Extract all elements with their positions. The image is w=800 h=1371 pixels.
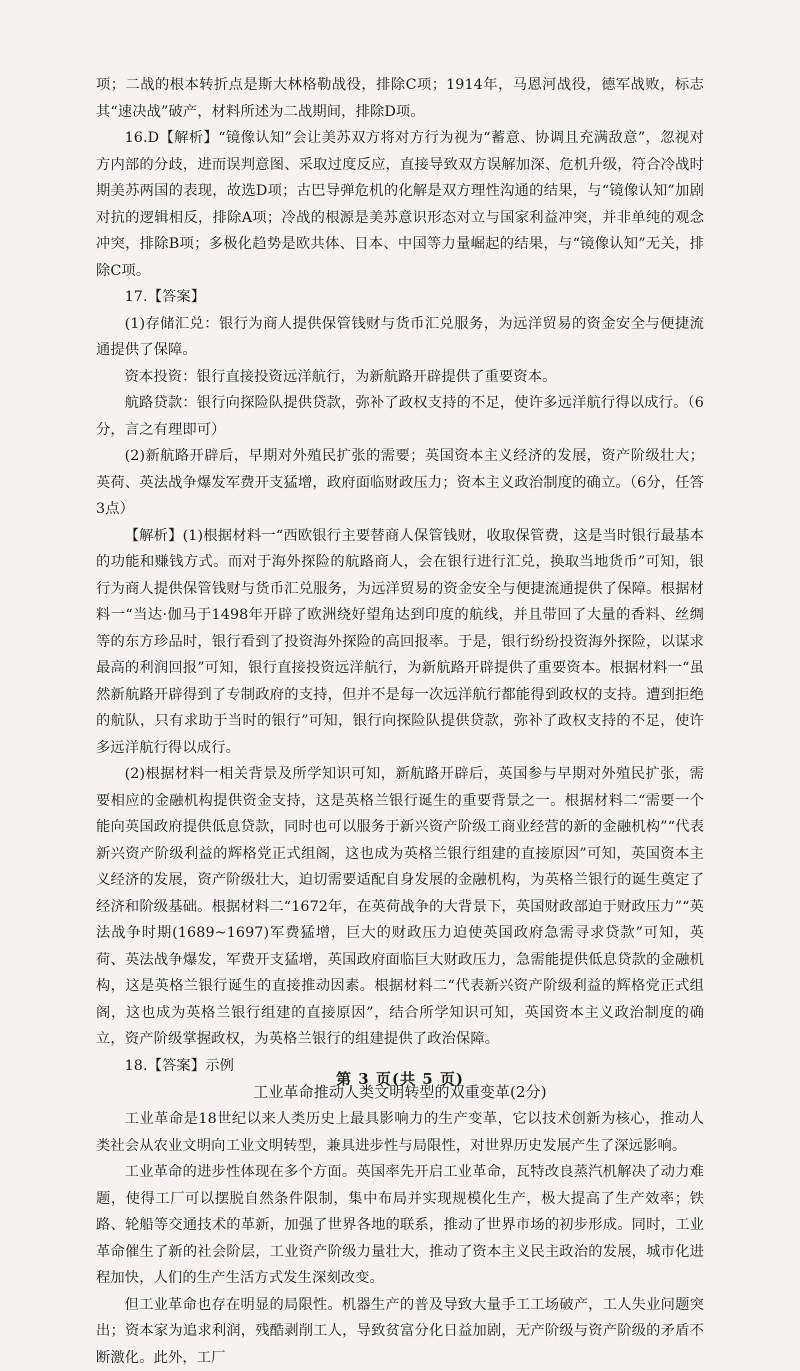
q17-analysis-part1: 【解析】(1)根据材料一“西欧银行主要替商人保管钱财，收取保管费，这是当时银行最基本的功能和赚钱方式。而对于海外探险的航路商人，会在银行进行汇兑，换取当地货币”可知，银行为商人提供保管钱财与货币汇兑服务，为远洋贸易的资金安全与便捷流通提供了保障。根据材料一“当达·伽马于1498年开辟了欧洲绕好望角达到印度的航线，并且带回了大量的香料、丝绸等的东方珍品时，银行看到了投资海外探险的高回报率。于是，银行纷纷投资海外探险，以谋求最高的利润回报”可知，银行直接投资远洋航行，为新航路开辟提供了重要资本。根据材料一“虽然新航路开辟得到了专制政府的支持，但并不是每一次远洋航行都能得到政权的支持。遭到拒绝的航队，只有求助于当时的银行”可知，银行向探险队提供贷款，弥补了政权支持的不足，使许多远洋航行得以成行。 xyxy=(96,523,704,762)
q17-answer-part1-deposit: (1)存储汇兑：银行为商人提供保管钱财与货币汇兑服务，为远洋贸易的资金安全与便捷流通提供了保障。 xyxy=(96,311,704,364)
page-number-footer: 第 3 页(共 5 页) xyxy=(0,1068,800,1089)
q17-analysis-part2: (2)根据材料一相关背景及所学知识可知，新航路开辟后，英国参与早期对外殖民扩张，需要相应的金融机构提供资金支持，这是英格兰银行诞生的重要背景之一。根据材料二“需要一个能向英国政府提供低息贷款，同时也可以服务于新兴资产阶级工商业经营的新的金融机构”“代表新兴资产阶级利益的辉格党正式组阁，这也成为英格兰银行组建的直接原因”可知，英国资本主义经济的发展，资产阶级壮大，迫切需要适配自身发展的金融机构，为英格兰银行的诞生奠定了经济和阶级基础。根据材料二“1672年，在英荷战争的大背景下，英国财政部迫于财政压力”“英法战争时期(1689~1697)军费猛增，巨大的财政压力迫使英国政府急需寻求贷款”可知，英荷、英法战争爆发，军费开支猛增，英国政府面临巨大财政压力，急需能提供低息贷款的金融机构，这是英格兰银行诞生的直接推动因素。根据材料二“代表新兴资产阶级利益的辉格党正式组阁，这也成为英格兰银行组建的直接原因”，结合所学知识可知，英国资本主义政治制度的确立，资产阶级掌握政权，为英格兰银行的组建提供了政治保障。 xyxy=(96,761,704,1053)
q18-answer-heading: 18.【答案】示例 xyxy=(96,1053,704,1080)
q17-answer-part2: (2)新航路开辟后，早期对外殖民扩张的需要；英国资本主义经济的发展，资产阶级壮大；英荷、英法战争爆发军费开支猛增，政府面临财政压力；资本主义政治制度的确立。（6分，任答3点） xyxy=(96,443,704,523)
essay-limitations: 但工业革命也存在明显的局限性。机器生产的普及导致大量手工工场破产，工人失业问题突出；资本家为追求利润，残酷剥削工人，导致贫富分化日益加剧，无产阶级与资产阶级的矛盾不断激化。此外，工厂 xyxy=(96,1292,704,1371)
para-15-continued: 项；二战的根本转折点是斯大林格勒战役，排除C项；1914年，马恩河战役，德军战败，标志其“速决战”破产，材料所述为二战期间，排除D项。 xyxy=(96,72,704,125)
q17-answer-part1-investment: 资本投资：银行直接投资远洋航行，为新航路开辟提供了重要资本。 xyxy=(96,364,704,391)
para-16-answer: 16.D【解析】“镜像认知”会让美苏双方将对方行为视为“蓄意、协调且充满敌意”，忽视对方内部的分歧，进而误判意图、采取过度反应，直接导致双方误解加深、危机升级，符合冷战时期美苏两国的表现，故选D项；古巴导弹危机的化解是双方理性沟通的结果，与“镜像认知”加剧对抗的逻辑相反，排除A项；冷战的根源是美苏意识形态对立与国家利益冲突，并非单纯的观念冲突，排除B项；多极化趋势是欧共体、日本、中国等力量崛起的结果，与“镜像认知”无关，排除C项。 xyxy=(96,125,704,284)
q17-answer-part1-loan: 航路贷款：银行向探险队提供贷款，弥补了政权支持的不足，使许多远洋航行得以成行。（6分，言之有理即可） xyxy=(96,390,704,443)
q17-answer-heading: 17.【答案】 xyxy=(96,284,704,311)
essay-intro: 工业革命是18世纪以来人类历史上最具影响力的生产变革，它以技术创新为核心，推动人类社会从农业文明向工业文明转型，兼具进步性与局限性，对世界历史发展产生了深远影响。 xyxy=(96,1106,704,1159)
essay-title: 工业革命推动人类文明转型的双重变革(2分) xyxy=(96,1079,704,1106)
essay-progress: 工业革命的进步性体现在多个方面。英国率先开启工业革命，瓦特改良蒸汽机解决了动力难题，使得工厂可以摆脱自然条件限制，集中布局并实现规模化生产，极大提高了生产效率；铁路、轮船等交通技术的革新，加强了世界各地的联系，推动了世界市场的初步形成。同时，工业革命催生了新的社会阶层，工业资产阶级力量壮大，推动了资本主义民主政治的发展，城市化进程加快，人们的生产生活方式发生深刻改变。 xyxy=(96,1159,704,1292)
